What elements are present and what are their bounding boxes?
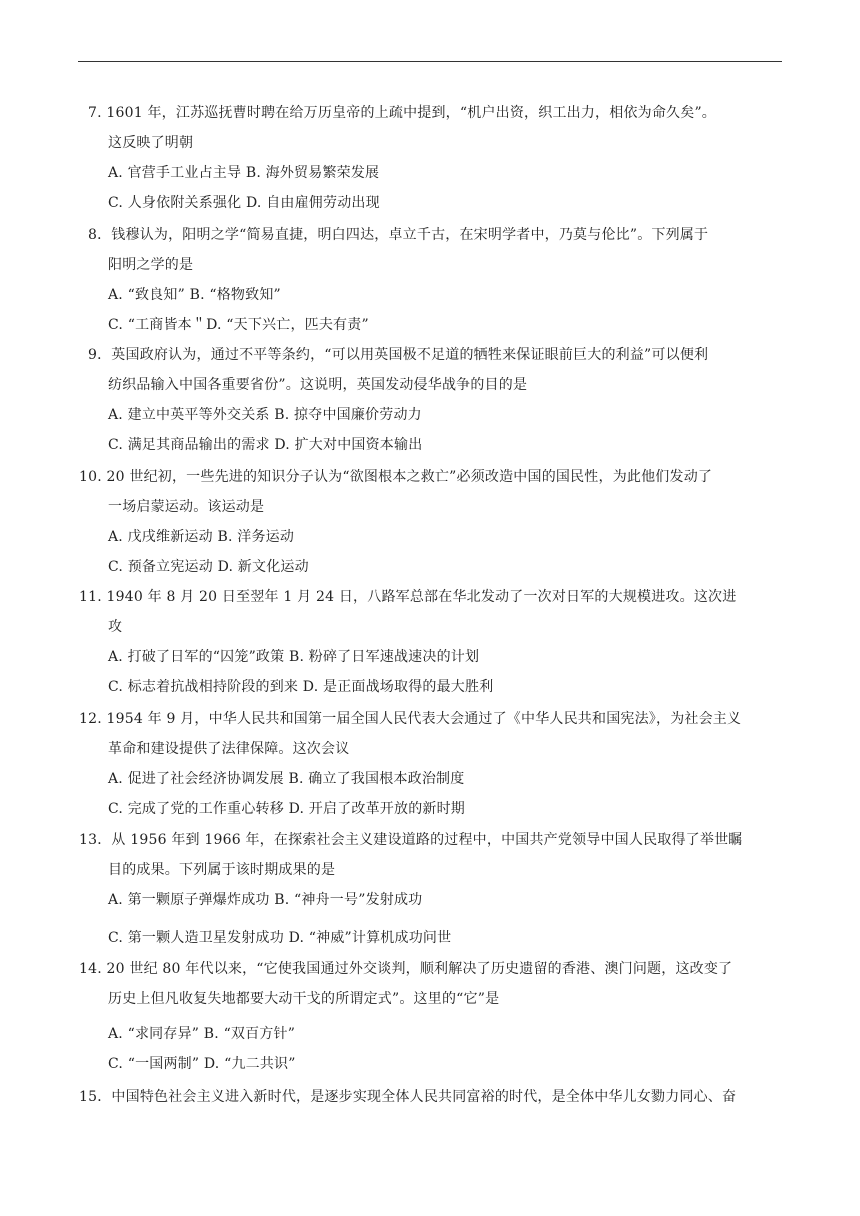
question-10-options-cd: C. 预备立宪运动 D. 新文化运动 (108, 559, 309, 575)
question-11-stem-line-2: 攻 (108, 619, 123, 635)
question-12-stem-line-2: 革命和建设提供了法律保障。这次会议 (108, 741, 350, 757)
question-12-stem-line-1: 12. 1954 年 9 月，中华人民共和国第一届全国人民代表大会通过了《中华人民共和国宪法》，为社会主义 (79, 711, 742, 727)
question-7-options-ab: A. 官营手工业占主导 B. 海外贸易繁荣发展 (108, 165, 380, 181)
question-15-stem-line-1: 15．中国特色社会主义进入新时代，是逐步实现全体人民共同富裕的时代，是全体中华儿女勠力同心、奋 (79, 1089, 737, 1105)
question-10-stem-line-1: 10. 20 世纪初，一些先进的知识分子认为“欲图根本之救亡”必须改造中国的国民性，为此他们发动了 (79, 469, 713, 485)
question-14-options-ab: A. “求同存异” B. “双百方针” (108, 1026, 296, 1042)
question-9-stem-line-2: 纺织品输入中国各重要省份”。这说明，英国发动侵华战争的目的是 (108, 377, 528, 393)
question-14-stem-line-1: 14. 20 世纪 80 年代以来，“它使我国通过外交谈判，顺利解决了历史遗留的香港、澳门问题，这改变了 (79, 961, 733, 977)
question-10-stem-line-2: 一场启蒙运动。该运动是 (108, 499, 265, 515)
question-8-options-cd: C. “工商皆本＂D. “天下兴亡，匹夫有责” (108, 317, 369, 333)
question-7-options-cd: C. 人身依附关系强化 D. 自由雇佣劳动出现 (108, 195, 380, 211)
question-8-stem-line-2: 阳明之学的是 (108, 257, 194, 273)
question-14-options-cd: C. “一国两制” D. “九二共识” (108, 1056, 296, 1072)
question-12-options-cd: C. 完成了党的工作重心转移 D. 开启了改革开放的新时期 (108, 801, 465, 817)
question-7-stem-line-1: 7. 1601 年，江苏巡抚曹时聘在给万历皇帝的上疏中提到，“机户出资，织工出力，相依为命久矣”。 (88, 105, 716, 121)
question-8-stem-line-1: 8．钱穆认为，阳明之学“简易直捷，明白四达，卓立千古，在宋明学者中，乃莫与伦比”。下列属于 (88, 227, 709, 243)
question-12-options-ab: A. 促进了社会经济协调发展 B. 确立了我国根本政治制度 (108, 771, 465, 787)
question-11-stem-line-1: 11. 1940 年 8 月 20 日至翌年 1 月 24 日，八路军总部在华北发动了一次对日军的大规模进攻。这次进 (79, 589, 737, 605)
question-8-options-ab: A. “致良知” B. “格物致知” (108, 287, 281, 303)
question-13-options-ab: A. 第一颗原子弹爆炸成功 B. “神舟一号”发射成功 (108, 892, 423, 908)
header-rule (78, 61, 782, 62)
question-10-options-ab: A. 戊戌维新运动 B. 洋务运动 (108, 529, 295, 545)
question-13-stem-line-1: 13．从 1956 年到 1966 年，在探索社会主义建设道路的过程中，中国共产党领导中国人民取得了举世瞩 (79, 832, 743, 848)
question-9-stem-line-1: 9．英国政府认为，通过不平等条约，“可以用英国极不足道的牺牲来保证眼前巨大的利益”可以便利 (88, 347, 709, 363)
question-13-stem-line-2: 目的成果。下列属于该时期成果的是 (108, 862, 336, 878)
question-9-options-ab: A. 建立中英平等外交关系 B. 掠夺中国廉价劳动力 (108, 407, 422, 423)
question-13-options-cd: C. 第一颗人造卫星发射成功 D. “神威”计算机成功问世 (108, 930, 452, 946)
question-7-stem-line-2: 这反映了明朝 (108, 135, 194, 151)
question-14-stem-line-2: 历史上但凡收复失地都要大动干戈的所谓定式”。这里的“它”是 (108, 991, 500, 1007)
question-11-options-ab: A. 打破了日军的“囚笼”政策 B. 粉碎了日军速战速决的计划 (108, 649, 480, 665)
question-11-options-cd: C. 标志着抗战相持阶段的到来 D. 是正面战场取得的最大胜利 (108, 679, 494, 695)
question-9-options-cd: C. 满足其商品输出的需求 D. 扩大对中国资本输出 (108, 437, 423, 453)
